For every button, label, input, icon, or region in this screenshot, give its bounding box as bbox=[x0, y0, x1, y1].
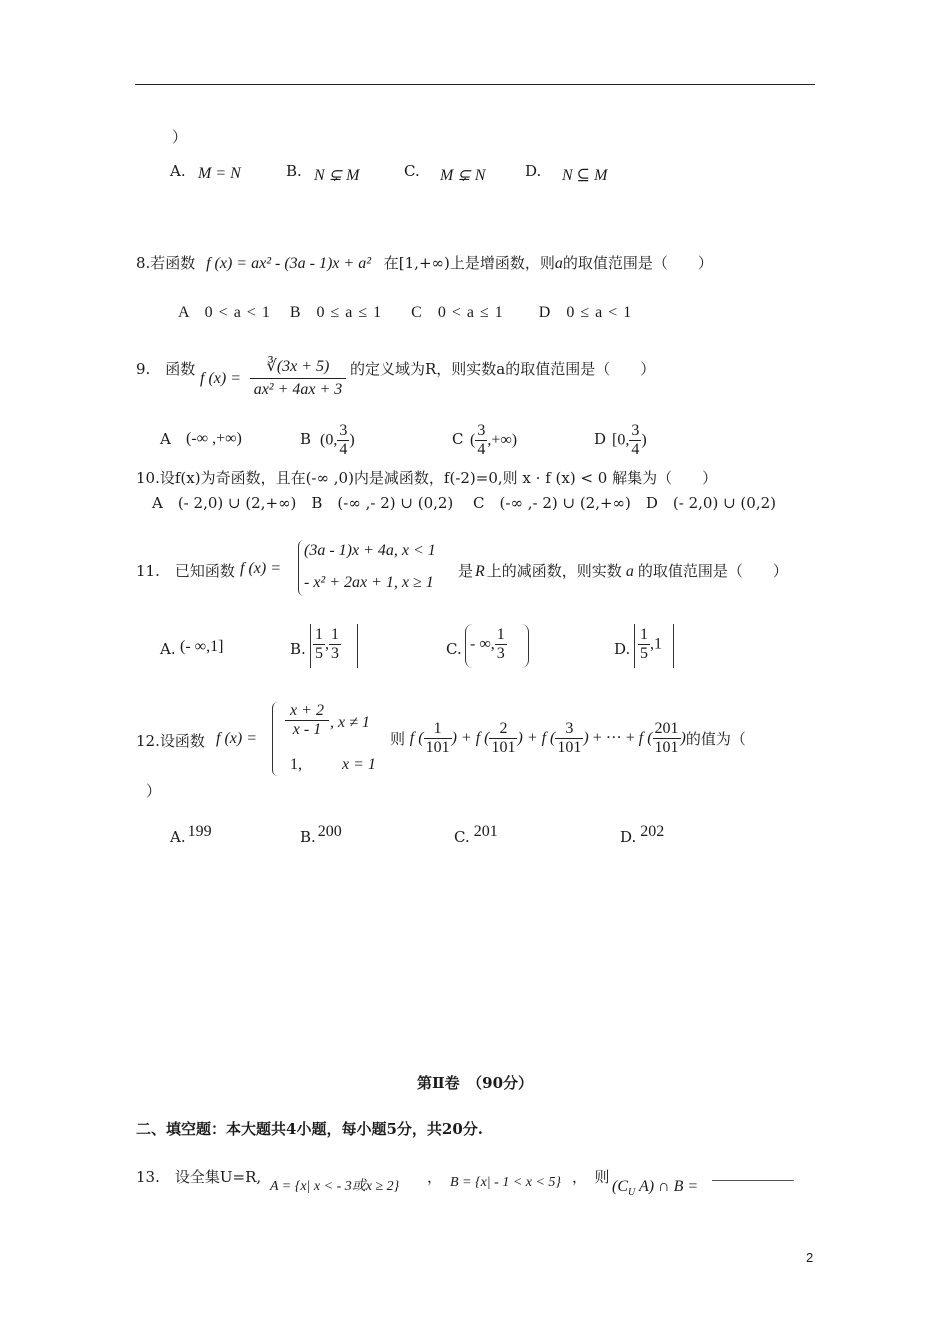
q9-lhs: f (x) = bbox=[200, 370, 241, 387]
q12-prefix: 12.设函数 bbox=[136, 732, 205, 750]
q9-option-b: (0, $\frac{3}{4}$ ) bbox=[320, 422, 355, 458]
q12-option-a: A. 199 bbox=[170, 823, 212, 846]
q8-option-c: C 0 < a ≤ 1 bbox=[411, 304, 503, 321]
question-8 bbox=[136, 252, 713, 273]
q11-option-a-value: (- ∞,1] bbox=[180, 638, 224, 655]
q9-option-c: ( $\frac{3}{4}$ ,+∞) bbox=[470, 422, 518, 458]
q9-option-a-label: A bbox=[160, 430, 171, 448]
q8-option-d: D 0 ≤ a < 1 bbox=[538, 304, 632, 321]
q13-answer-blank bbox=[712, 1180, 794, 1181]
q8-prefix: 8.若函数 bbox=[136, 254, 196, 272]
q8-suffix: 的取值范围是（ ） bbox=[562, 254, 713, 272]
q9-option-a-value: (-∞ ,+∞) bbox=[186, 430, 242, 447]
section-2-heading: 二、填空题：本大题共4小题，每小题5分，共20分. bbox=[136, 1120, 483, 1138]
q9-suffix: 的定义域为R，则实数a的取值范围是（ ） bbox=[350, 360, 656, 378]
q9-option-d-label: D bbox=[594, 430, 607, 448]
q11-case-1: (3a - 1)x + 4a, x < 1 bbox=[304, 542, 436, 559]
q12-lhs: f (x) = bbox=[216, 730, 257, 747]
q9-option-b-fraction: $\frac{3}{4}$ bbox=[339, 422, 348, 458]
q13-set-a: A = {x| x < - 3或x ≥ 2} bbox=[270, 1179, 400, 1194]
q13-prefix: 13. 设全集U=R, bbox=[136, 1168, 262, 1186]
q10-stem: 10.设f(x)为奇函数，且在(-∞ ,0)内是减函数，f(-2)=0,则 x · f (x) < 0 解集为（ ） bbox=[136, 469, 718, 487]
q7-option-c-expr: M ⊊ N bbox=[440, 167, 486, 184]
q9-option-d: [0, $\frac{3}{4}$ ) bbox=[612, 422, 647, 458]
q8-options bbox=[178, 299, 631, 322]
q10-options: A (- 2,0) ∪ (2,+∞) B (-∞ ,- 2) ∪ (0,2) C (-∞ ,- 2) ∪ (2,+∞) D (- 2,0) ∪ (0,2) bbox=[152, 494, 776, 512]
q11-option-b-label: B. bbox=[290, 640, 306, 658]
q7-option-b-label: B. bbox=[286, 162, 302, 180]
q12-continuation: ） bbox=[146, 782, 162, 800]
q13-then: ， 则 bbox=[572, 1168, 610, 1186]
q12-option-c: C. 201 bbox=[454, 823, 498, 846]
q11-option-d: $\frac{1}{5}$ ,1 bbox=[640, 626, 662, 662]
q12-case-1-cond: , x ≠ 1 bbox=[330, 714, 370, 731]
section-2-title: 第Ⅱ卷 （90分） bbox=[416, 1074, 534, 1092]
q7-option-b-expr: N ⊊ M bbox=[314, 167, 360, 184]
q8-option-b: B 0 ≤ a ≤ 1 bbox=[289, 304, 382, 321]
q8-function: f (x) = ax² - (3a - 1)x + a² bbox=[206, 255, 371, 272]
q9-numerator: ∛(3x + 5) bbox=[250, 356, 346, 379]
q9-option-c-fraction: $\frac{3}{4}$ bbox=[477, 422, 486, 458]
q12-option-d: D. 202 bbox=[620, 823, 665, 846]
q12-brace bbox=[272, 702, 281, 776]
q12-sum: 则 f ( $\frac{1}{101}$ ) + f ( $\frac{2}{101}$ ) + f ( $\frac{3}{101}$ ) + ··· + f ( $\frac{201}{101}$ )的值为（ bbox=[390, 720, 746, 756]
q11-suffix: 是 R 上的减函数，则实数 a 的取值范围是（ ） bbox=[458, 562, 788, 580]
q7-option-a-label: A. bbox=[170, 162, 186, 180]
q7-continuation: ） bbox=[172, 128, 188, 146]
q13-comma: ， bbox=[427, 1168, 443, 1186]
q7-option-d-expr: N ⊆ M bbox=[562, 167, 608, 184]
q11-lhs: f (x) = bbox=[240, 560, 281, 577]
q12-case-2-cond: x = 1 bbox=[342, 756, 376, 773]
q9-fraction bbox=[250, 356, 346, 399]
q8-var: a bbox=[554, 255, 563, 272]
q8-option-a: A 0 < a < 1 bbox=[178, 304, 270, 321]
q11-option-a-label: A. bbox=[160, 640, 176, 658]
q7-option-a-expr: M = N bbox=[198, 165, 241, 182]
q9-prefix: 9. 函数 bbox=[136, 360, 196, 378]
q9-option-c-label: C bbox=[452, 430, 464, 448]
q11-case-2: - x² + 2ax + 1, x ≥ 1 bbox=[304, 574, 434, 591]
q12-option-b: B. 200 bbox=[300, 823, 342, 846]
q11-option-c: - ∞, $\frac{1}{3}$ bbox=[470, 626, 505, 662]
page-number: 2 bbox=[806, 1250, 814, 1265]
q9-option-b-label: B bbox=[300, 430, 312, 448]
q11-option-d-label: D. bbox=[614, 640, 631, 658]
q8-middle: 在[1,+∞)上是增函数，则 bbox=[383, 254, 555, 272]
q11-option-c-label: C. bbox=[446, 640, 462, 658]
q12-case-1-fraction: x + 2 x - 1 bbox=[285, 702, 329, 739]
q7-option-d-label: D. bbox=[525, 162, 542, 180]
q11-option-b: $\frac{1}{5}$ , $\frac{1}{3}$ bbox=[315, 626, 339, 662]
q13-set-b: B = {x| - 1 < x < 5} bbox=[450, 1175, 562, 1190]
q13-expression: ($C_U$ A) ∩ B = bbox=[612, 1178, 699, 1199]
header-rule bbox=[135, 84, 815, 85]
q9-denominator: ax² + 4ax + 3 bbox=[253, 381, 343, 398]
q9-option-d-fraction: $\frac{3}{4}$ bbox=[631, 422, 640, 458]
q11-prefix: 11. 已知函数 bbox=[136, 562, 235, 580]
q7-option-c-label: C. bbox=[404, 162, 420, 180]
q12-case-2-value: 1, bbox=[290, 756, 302, 773]
